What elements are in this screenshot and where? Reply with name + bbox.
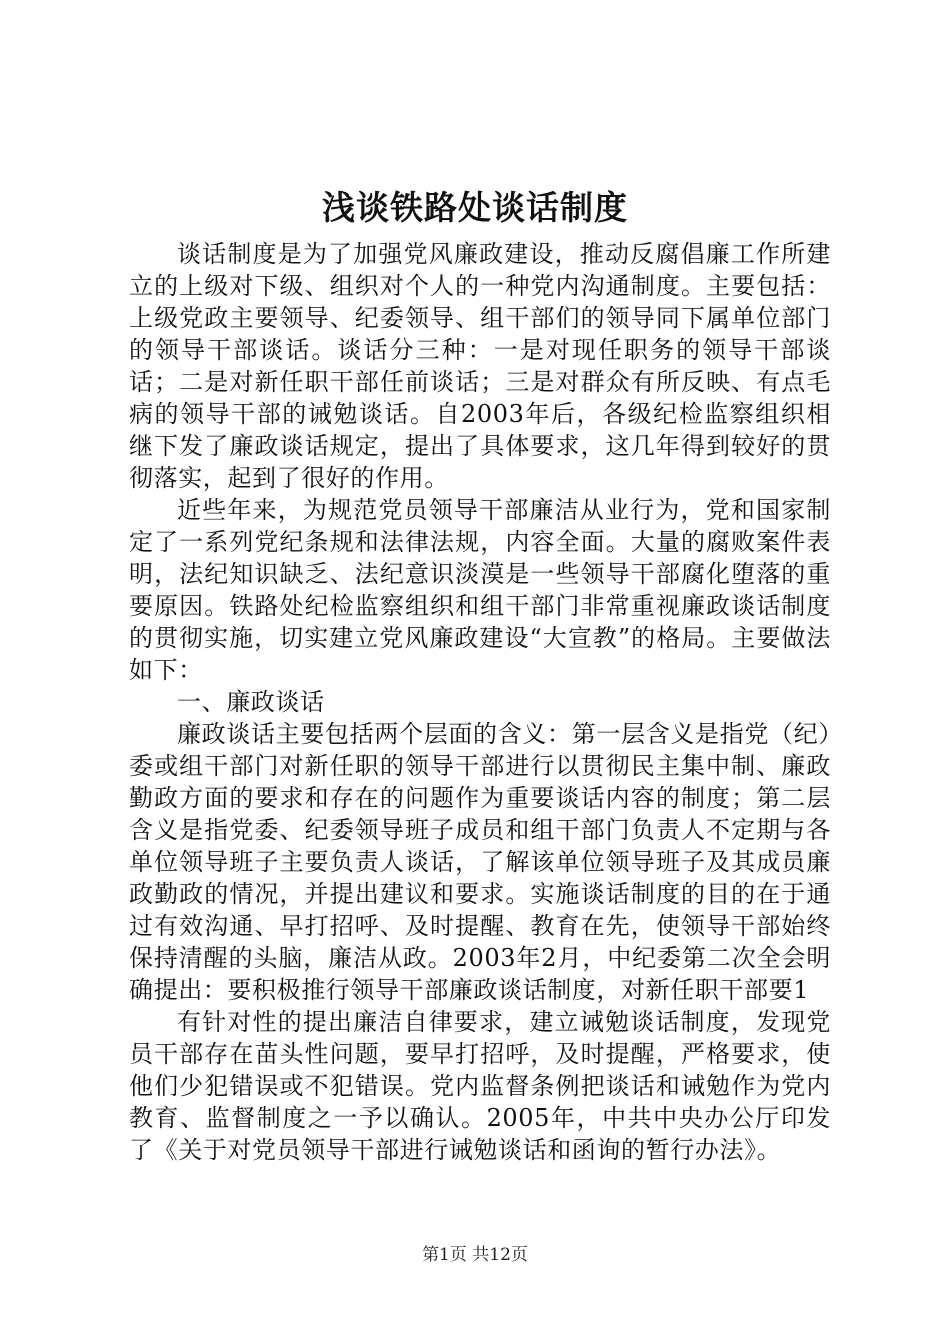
paragraph-background: 近些年来，为规范党员领导干部廉洁从业行为，党和国家制定了一系列党纪条规和法律法规，内容全面。大量的腐败案件表明，法纪知识缺乏、法纪意识淡漠是一些领导干部腐化堕落的重要原因。铁路处纪检监察组织和组干部门非常重视廉政谈话制度的贯彻实施，切实建立党风廉政建设“大宣教”的格局。主要做法如下： [129, 496, 831, 684]
paragraph-continuation: 有针对性的提出廉洁自律要求，建立诫勉谈话制度，发现党员干部存在苗头性问题，要早打招呼，及时提醒，严格要求，使他们少犯错误或不犯错误。党内监督条例把谈话和诫勉作为党内教育、监督制度之一予以确认。2005年，中共中央办公厅印发了《关于对党员领导干部进行诫勉谈话和函询的暂行办法》。 [129, 1008, 831, 1164]
document-body [129, 238, 831, 1166]
paragraph-section-body: 廉政谈话主要包括两个层面的含义：第一层含义是指党（纪）委或组干部门对新任职的领导干部进行以贯彻民主集中制、廉政勤政方面的要求和存在的问题作为重要谈话内容的制度；第二层含义是指党委、纪委领导班子成员和组干部门负责人不定期与各单位领导班子主要负责人谈话，了解该单位领导班子及其成员廉政勤政的情况，并提出建议和要求。实施谈话制度的目的在于通过有效沟通、早打招呼、及时提醒、教育在先，使领导干部始终保持清醒的头脑，廉洁从政。2003年2月，中纪委第二次全会明确提出：要积极推行领导干部廉政谈话制度，对新任职干部要1 [129, 720, 831, 1004]
paragraph-intro: 谈话制度是为了加强党风廉政建设，推动反腐倡廉工作所建立的上级对下级、组织对个人的一种党内沟通制度。主要包括：上级党政主要领导、纪委领导、组干部们的领导同下属单位部门的领导干部谈话。谈话分三种：一是对现任职务的领导干部谈话；二是对新任职干部任前谈话；三是对群众有所反映、有点毛病的领导干部的诫勉谈话。自2003年后，各级纪检监察组织相继下发了廉政谈话规定，提出了具体要求，这几年得到较好的贯彻落实，起到了很好的作用。 [129, 240, 831, 492]
page-number-footer: 第1页 共12页 [422, 1245, 528, 1265]
section-heading: 一、廉政谈话 [177, 688, 325, 716]
document-title: 浅谈铁路处谈话制度 [322, 188, 628, 227]
